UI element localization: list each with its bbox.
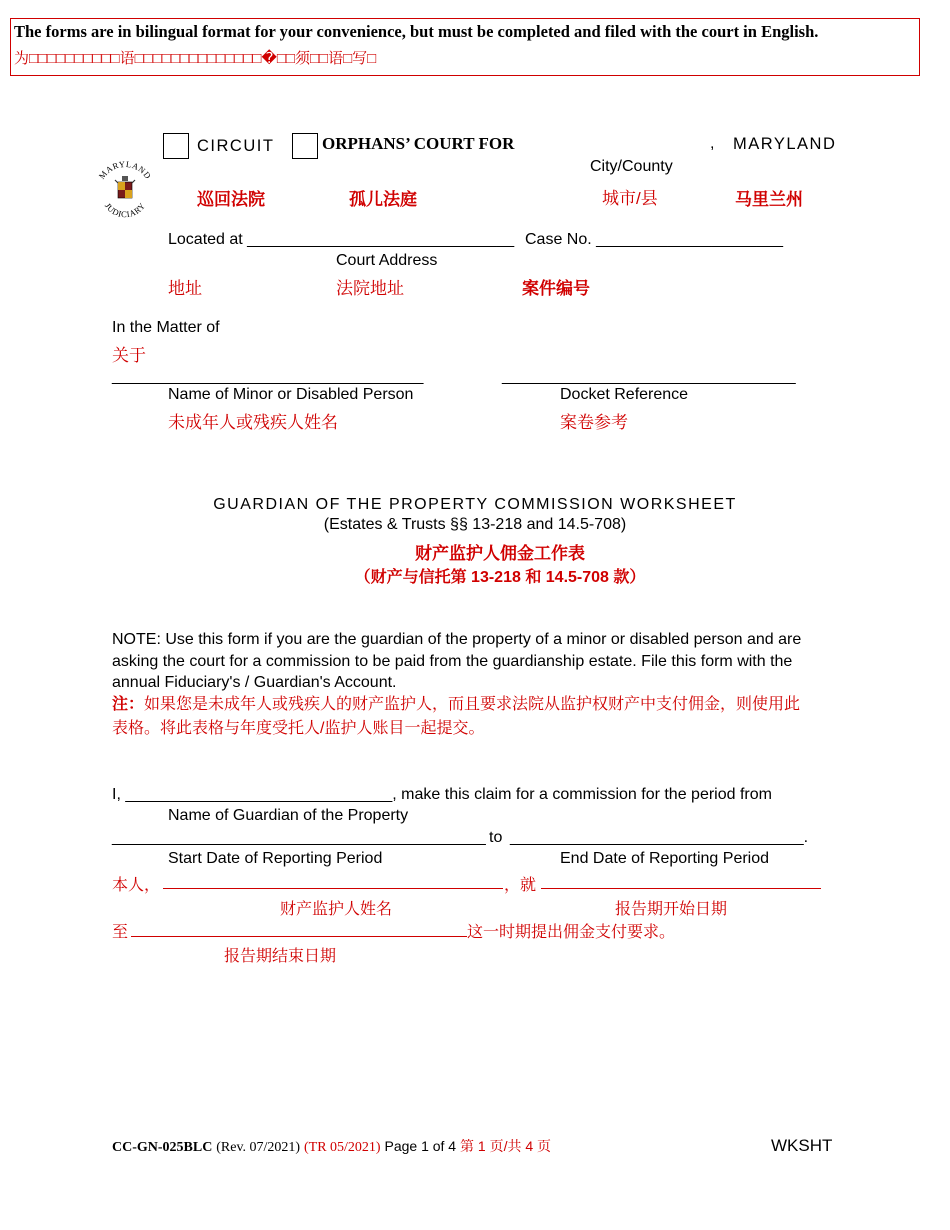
guardian-name-field-zh[interactable] xyxy=(163,888,503,889)
note-english: NOTE: Use this form if you are the guardian of the property of a minor or disabled person and are asking the court for a commission to be paid from the guardianship estate. File this form with the annual Fiduciary's / Guardian's Account. xyxy=(112,631,802,691)
guardian-claim-line[interactable]: I, ______________________________, make this claim for a commission for the period from xyxy=(112,786,772,803)
seal-top-text: MARYLAND xyxy=(96,158,154,181)
footer-code: WKSHT xyxy=(771,1136,833,1155)
located-at-field[interactable]: Located at ______________________________ xyxy=(168,231,515,248)
note-prefix-zh: 注： xyxy=(112,696,145,713)
comma-separator: , xyxy=(710,135,715,152)
claim-suffix-zh: 这一时期提出佣金支付要求。 xyxy=(467,924,676,941)
address-label-zh: 地址 xyxy=(168,279,202,298)
in-the-matter-of-label-zh: 关于 xyxy=(112,346,146,365)
seal-bottom-text: JUDICIARY xyxy=(102,200,148,220)
svg-text:JUDICIARY xyxy=(103,201,147,220)
end-date-label: End Date of Reporting Period xyxy=(560,850,770,867)
bilingual-notice-banner xyxy=(10,18,920,76)
claim-prefix-zh: 本人， xyxy=(112,877,161,894)
orphans-court-checkbox[interactable] xyxy=(292,133,318,159)
maryland-judiciary-seal-icon xyxy=(92,156,158,230)
start-date-label: Start Date of Reporting Period xyxy=(168,850,383,867)
city-county-label-zh: 城市/县 xyxy=(602,189,658,208)
docket-reference-field[interactable]: _________________________________ xyxy=(502,368,796,385)
footer-info xyxy=(112,1136,551,1156)
end-date-field[interactable]: _________________________________. xyxy=(510,829,809,846)
end-date-label-zh: 报告期结束日期 xyxy=(224,948,337,965)
circuit-checkbox[interactable] xyxy=(163,133,189,159)
to-label: to xyxy=(489,829,503,846)
bilingual-notice-chinese: 为□□□□□□□□□□语□□□□□□□□□□□□□□�□□须□□语□写□ xyxy=(14,50,377,67)
note-body-zh: 如果您是未成年人或残疾人的财产监护人，而且要求法院从监护权财产中支付佣金，则使用此表格。将此表格与年度受托人/监护人账目一起提交。 xyxy=(112,696,801,737)
docket-reference-label-zh: 案卷参考 xyxy=(560,413,628,432)
form-title: GUARDIAN OF THE PROPERTY COMMISSION WORKSHEET xyxy=(213,496,737,513)
start-date-label-zh: 报告期开始日期 xyxy=(615,901,728,918)
in-the-matter-of-label: In the Matter of xyxy=(112,319,220,336)
start-date-field-zh[interactable] xyxy=(541,888,821,889)
minor-name-label-zh: 未成年人或残疾人姓名 xyxy=(168,413,338,432)
form-subtitle: (Estates & Trusts §§ 13-218 and 14.5-708) xyxy=(323,516,627,533)
docket-reference-label: Docket Reference xyxy=(560,386,689,403)
minor-name-field[interactable]: ___________________________________ xyxy=(112,368,424,385)
circuit-label-zh: 巡回法院 xyxy=(197,190,265,209)
to-label-zh: 至 xyxy=(112,924,129,941)
orphans-court-label-zh: 孤儿法庭 xyxy=(349,190,417,209)
orphans-court-label: ORPHANS’ COURT FOR xyxy=(322,134,515,153)
case-number-field[interactable]: Case No. _____________________ xyxy=(525,231,784,248)
maryland-label-zh: 马里兰州 xyxy=(735,190,803,209)
minor-name-label: Name of Minor or Disabled Person xyxy=(168,386,414,403)
footer-page-english: Page 1 of 4 xyxy=(384,1138,457,1154)
note-chinese xyxy=(112,693,812,741)
claim-comma-jiu-zh: ，就 xyxy=(504,877,537,894)
court-address-label-zh: 法院地址 xyxy=(336,279,404,298)
form-subtitle-zh: （财产与信托第 13-218 和 14.5-708 款） xyxy=(354,569,646,586)
start-date-field[interactable]: __________________________________________ xyxy=(112,829,486,846)
footer-translation-revision: (TR 05/2021) xyxy=(303,1140,381,1155)
court-address-label: Court Address xyxy=(336,252,438,269)
guardian-name-label-zh: 财产监护人姓名 xyxy=(280,901,393,918)
guardian-name-label: Name of Guardian of the Property xyxy=(168,807,409,824)
end-date-field-zh[interactable] xyxy=(131,936,467,937)
maryland-label: MARYLAND xyxy=(733,135,837,153)
city-county-label: City/County xyxy=(590,158,673,175)
case-number-label-zh: 案件编号 xyxy=(522,279,590,298)
footer-page-chinese: 第 1 页/共 4 页 xyxy=(460,1138,552,1154)
footer-revision: (Rev. 07/2021) xyxy=(216,1140,301,1155)
footer-form-number: CC-GN-025BLC xyxy=(112,1140,213,1155)
bilingual-notice-english: The forms are in bilingual format for your convenience, but must be completed and filed with the court in English. xyxy=(14,22,819,41)
circuit-label: CIRCUIT xyxy=(197,137,275,155)
form-title-zh: 财产监护人佣金工作表 xyxy=(415,544,585,563)
